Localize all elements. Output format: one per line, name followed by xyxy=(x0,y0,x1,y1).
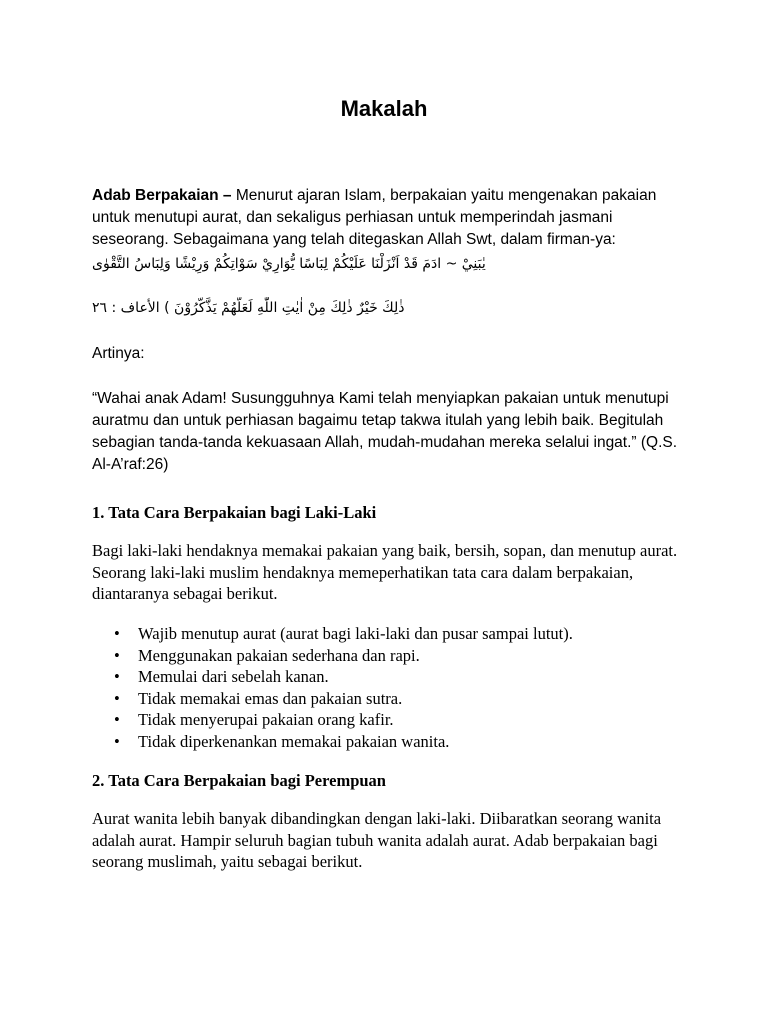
laki-laki-rules-list xyxy=(92,623,692,752)
arabic-verse-line-2: ذٰلِكَ خَيْرٌ ذٰلِكَ مِنْ اٰيٰتِ اللّٰهِ لَعَلَّهُمْ يَذَّكَّرُوْنَ ) الأعاف : ٢٦ xyxy=(92,300,405,316)
arabic-verse-line-1: يٰبَنِيْ ~ ادَمَ قَدْ اَنْزَلْنَا عَلَيْكُمْ لِبَاسًا يُّوَارِيْ سَوْاتِكُمْ وَرِيْشًا وَلِبَاسُ التَّقْوٰى xyxy=(92,256,486,272)
intro-bold-term: Adab Berpakaian – xyxy=(92,187,232,204)
list-item xyxy=(92,645,692,667)
intro-paragraph xyxy=(92,185,692,251)
translation-quote: “Wahai anak Adam! Susungguhnya Kami telah menyiapkan pakaian untuk menutupi auratmu dan untuk perhiasan bagaimu tetap takwa itulah yang lebih baik. Begitulah sebagian tanda-tanda kekuasaan Allah, mudah-mudahan mereka selalui ingat.” (Q.S. Al-A’raf:26) xyxy=(92,390,678,473)
list-item xyxy=(92,731,692,753)
section-paragraph-perempuan: Aurat wanita lebih banyak dibandingkan dengan laki-laki. Diibaratkan seorang wanita adalah aurat. Hampir seluruh bagian tubuh wanita adalah aurat. Adab berpakaian bagi seorang muslimah, yaitu sebagai berikut. xyxy=(92,809,662,871)
section-paragraph-laki-laki: Bagi laki-laki hendaknya memakai pakaian yang baik, bersih, sopan, dan menutup aurat. Seorang laki-laki muslim hendaknya memeperhatikan tata cara dalam berpakaian, diantaranya sebagai berikut. xyxy=(92,541,678,603)
bullet-icon: • xyxy=(114,645,120,665)
section-heading-laki-laki: 1. Tata Cara Berpakaian bagi Laki-Laki xyxy=(92,503,377,522)
list-item xyxy=(92,666,692,688)
list-item-text: Menggunakan pakaian sederhana dan rapi. xyxy=(138,645,420,665)
artinya-label: Artinya: xyxy=(92,345,145,362)
list-item-text: Wajib menutup aurat (aurat bagi laki-laki dan pusar sampai lutut). xyxy=(138,624,573,643)
list-item-text: Tidak menyerupai pakaian orang kafir. xyxy=(138,710,394,729)
intro-text: Menurut ajaran Islam, berpakaian yaitu mengenakan pakaian untuk menutupi aurat, dan sekaligus perhiasan untuk memperindah jasmani seseorang. Sebagaimana yang telah ditegaskan Allah Swt, dalam firman-ya: xyxy=(92,187,657,248)
bullet-icon: • xyxy=(114,667,120,686)
bullet-icon: • xyxy=(114,731,120,751)
list-item xyxy=(92,688,692,710)
list-item-text: Tidak memakai emas dan pakaian sutra. xyxy=(138,688,403,708)
bullet-icon: • xyxy=(114,624,120,643)
section-heading-perempuan: 2. Tata Cara Berpakaian bagi Perempuan xyxy=(92,771,386,790)
list-item-text: Tidak diperkenankan memakai pakaian wanita. xyxy=(138,731,450,751)
list-item-text: Memulai dari sebelah kanan. xyxy=(138,667,329,686)
bullet-icon: • xyxy=(114,688,120,708)
list-item xyxy=(92,709,692,731)
list-item xyxy=(92,623,692,645)
bullet-icon: • xyxy=(114,710,120,729)
page-title: Makalah xyxy=(340,96,428,121)
